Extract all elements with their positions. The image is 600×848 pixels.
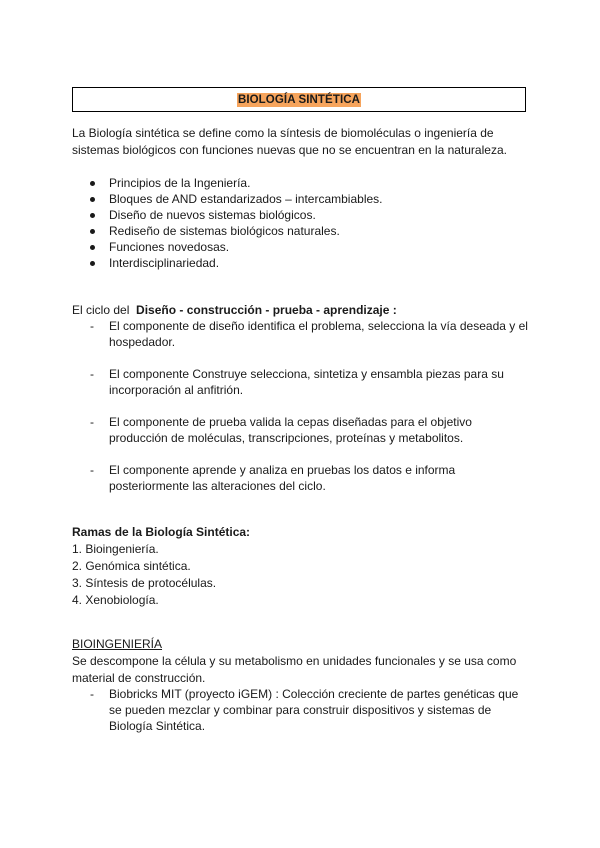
list-item: - El componente de diseño identifica el problema, selecciona la vía deseada y el hospedador. [90,319,528,349]
bullet-icon [90,181,95,186]
list-item: 3. Síntesis de protocélulas. [72,576,217,590]
bullet-icon [90,229,95,234]
branches-heading: Ramas de la Biología Sintética: [72,525,251,539]
cycle-heading: El ciclo del Diseño - construcción - prueba - aprendizaje : [72,303,397,317]
bullet-icon [90,197,95,202]
list-item: Diseño de nuevos sistemas biológicos. [72,207,383,223]
cycle-heading-bold: Diseño - construcción - prueba - aprendizaje : [136,303,397,317]
bullet-icon [90,245,95,250]
intro-paragraph: La Biología sintética se define como la síntesis de biomoléculas o ingeniería de sistemas biológicos con funciones nuevas que no se encuentran en la naturaleza. [72,126,507,157]
list-item: Funciones novedosas. [72,239,383,255]
bioengineering-list [72,686,532,734]
branches-list [72,541,216,609]
list-item: 4. Xenobiología. [72,593,159,607]
cycle-list [72,318,532,510]
bullet-icon [90,261,95,266]
principles-list [72,175,383,271]
list-item: - El componente Construye selecciona, sintetiza y ensambla piezas para su incorporación al anfitrión. [90,367,504,397]
list-item: Principios de la Ingeniería. [72,175,383,191]
list-item: Interdisciplinariedad. [72,255,383,271]
list-item: Bloques de AND estandarizados – intercambiables. [72,191,383,207]
list-item: - El componente de prueba valida la cepas diseñadas para el objetivo producción de moléculas, transcripciones, proteínas y metabolitos. [90,415,472,445]
title-box [72,87,526,112]
bioengineering-heading: BIOINGENIERÍA [72,637,163,651]
bullet-icon [90,213,95,218]
list-item: Rediseño de sistemas biológicos naturales. [72,223,383,239]
list-item: 1. Bioingeniería. [72,542,159,556]
bioengineering-paragraph: Se descompone la célula y su metabolismo en unidades funcionales y se usa como material de construcción. [72,654,517,685]
list-item: 2. Genómica sintética. [72,559,191,573]
list-item: - El componente aprende y analiza en pruebas los datos e informa posteriormente las alteraciones del ciclo. [90,463,456,493]
list-item: - Biobricks MIT (proyecto iGEM) : Colección creciente de partes genéticas que se pueden mezclar y combinar para construir dispositivos y sistemas de Biología Sintética. [90,687,519,733]
page-title: BIOLOGÍA SINTÉTICA [237,93,361,106]
